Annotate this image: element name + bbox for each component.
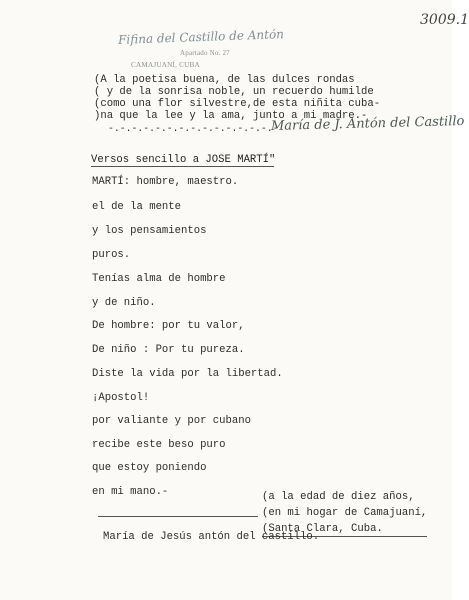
poem-line-7: De hombre: por tu valor,: [92, 320, 245, 332]
footer-line-3: (Santa Clara, Cuba.: [262, 523, 383, 535]
poem-title: Versos sencillo a JOSE MARTÍ": [91, 154, 276, 166]
footer-line-2: (en mi hogar de Camajuaní,: [262, 507, 428, 519]
title-underline: [91, 166, 274, 167]
dedication-divider: -.-.-.-.-.-.-.-.-.-.-.-.-.-.-: [108, 123, 279, 134]
poem-line-2: el de la mente: [92, 201, 182, 213]
poem-line-1: MARTÍ: hombre, maestro.: [92, 176, 239, 188]
footer-line-1: (a la edad de diez años,: [262, 491, 415, 503]
footer-rule-left: [98, 516, 258, 517]
poem-line-4: puros.: [92, 249, 131, 261]
dedication-line-1: (A la poetisa buena, de las dulces rondas: [94, 74, 355, 86]
poem-line-3: y los pensamientos: [92, 225, 207, 237]
dedication-line-2: ( y de la sonrisa noble, un recuerdo humilde: [94, 86, 374, 98]
handwritten-signature: María de J. Antón del Castillo: [270, 113, 465, 134]
poem-line-10: ¡Apostol!: [92, 392, 150, 404]
stamp-city: CAMAJUANÍ, CUBA: [131, 61, 200, 69]
dedication-line-4: )na que la lee y la ama, junto a mi madre.-: [94, 110, 368, 122]
poem-line-8: De niño : Por tu pureza.: [92, 344, 245, 356]
poem-line-5: Tenías alma de hombre: [92, 273, 226, 285]
poem-line-12: recibe este beso puro: [92, 439, 226, 451]
poem-line-11: por valiante y por cubano: [92, 415, 251, 427]
poem-line-6: y de niño.: [92, 297, 156, 309]
dedication-line-3: (como una flor silvestre,de esta niñita cuba-: [94, 98, 381, 110]
author-line: María de Jesús antón del castillo.: [103, 531, 320, 543]
stamp-address: Apartado No. 27: [180, 49, 230, 57]
stamp-name: Fifina del Castillo de Antón: [117, 27, 285, 47]
poem-line-13: que estoy poniendo: [92, 462, 207, 474]
poem-line-9: Diste la vida por la libertad.: [92, 368, 283, 380]
catalog-number: 3009.1: [420, 12, 469, 28]
poem-line-14: en mi mano.-: [92, 486, 169, 498]
